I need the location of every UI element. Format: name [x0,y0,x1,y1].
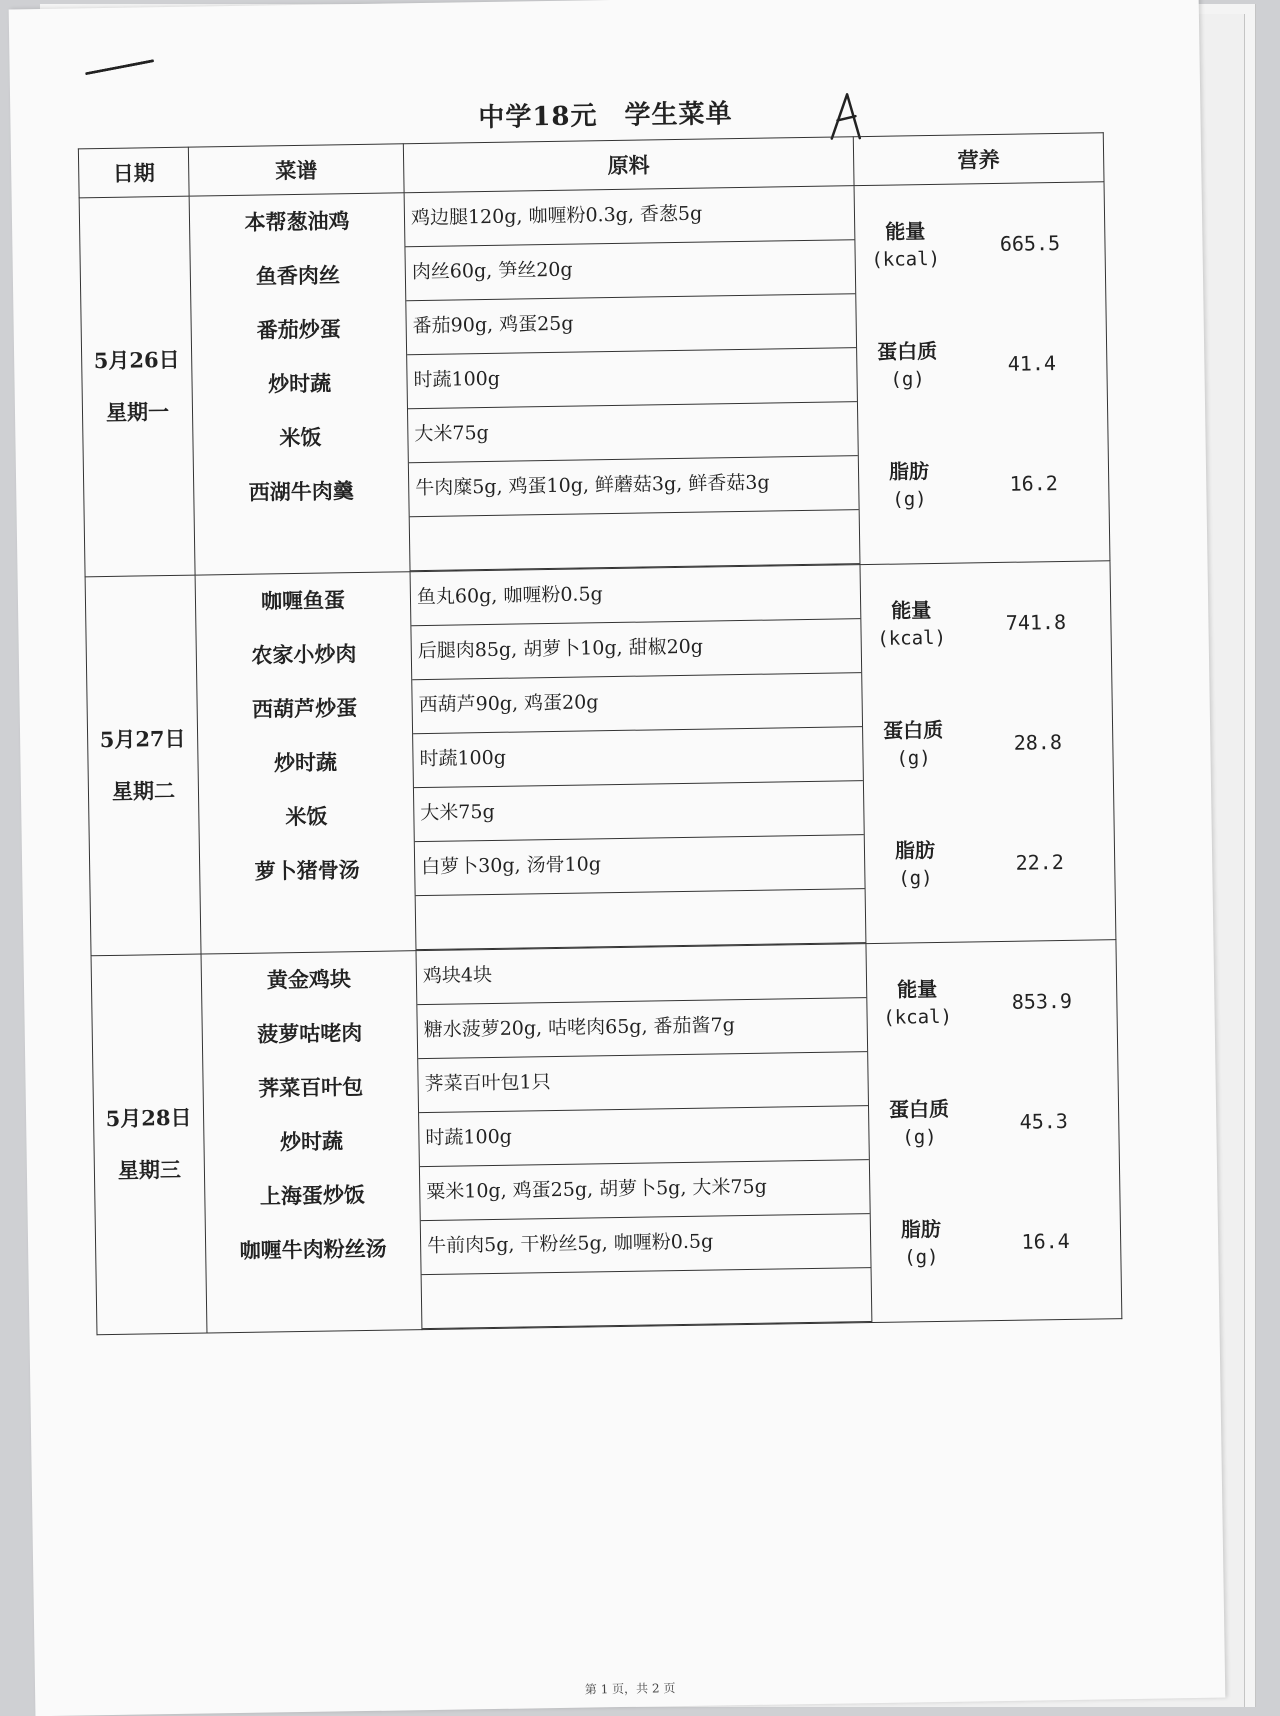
weekday-text: 星期二 [111,777,176,804]
nutrition-cell [854,182,1110,565]
date-text: 5月28日 [105,1104,192,1132]
ingredients-cell [410,565,866,951]
nutrition-label-text: 能量 [891,598,932,623]
nutrition-cell [860,561,1116,944]
date-cell [91,954,207,1335]
dish-name: 咖喱牛肉粉丝汤 [239,1235,387,1263]
ingredient-line: 牛肉糜5g, 鸡蛋10g, 鲜蘑菇3g, 鲜香菇3g [409,456,859,517]
ingredient-line [422,1268,872,1329]
nutrition-value: 16.2 [1009,471,1059,496]
dish-name: 鱼香肉丝 [255,262,341,289]
nutrition-value: 16.4 [1021,1228,1070,1254]
nutrition-unit: (kcal) [871,247,941,271]
dishes-cell [195,572,416,954]
dish-name: 农家小炒肉 [251,641,357,668]
nutrition-label-text: 蛋白质 [888,1096,950,1122]
day-row [91,940,1122,1335]
page-footer: 第 1 页，共 2 页 [584,1681,676,1697]
ingredient-line: 时蔬100g [413,727,863,788]
nutrition-value: 41.4 [1007,351,1057,376]
nutrition-label [855,217,956,275]
nutrition-item [856,302,1107,426]
nutrition-value: 853.9 [1011,988,1073,1014]
nutrition-label [863,716,964,774]
menu-table [78,132,1123,1335]
dish-name: 米饭 [285,803,328,830]
dish-name: 西葫芦炒蛋 [251,695,358,722]
nutrition-value: 22.2 [1015,849,1064,875]
weekday-text: 星期三 [117,1156,182,1183]
nutrition-item [855,182,1106,306]
nutrition-value: 28.8 [1013,729,1063,755]
nutrition-unit: (g) [898,867,933,890]
nutrition-label-text: 蛋白质 [882,717,944,743]
ingredient-line: 大米75g [408,402,858,463]
dish-name: 本帮葱油鸡 [244,208,350,235]
nutrition-item [864,801,1115,925]
weekday-text: 星期一 [105,398,170,425]
date-cell [79,196,195,577]
dish-name: 黄金鸡块 [266,966,352,993]
nutrition-label-text: 脂肪 [888,459,930,484]
nutrition-unit: (kcal) [883,1005,953,1029]
nutrition-label-text: 脂肪 [894,838,936,863]
nutrition-item [870,1180,1121,1304]
nutrition-unit: (g) [892,488,927,511]
dish-name: 炒时蔬 [273,749,338,776]
nutrition-label [871,1214,972,1272]
nutrition-unit: (g) [890,368,925,391]
ingredient-line: 鸡边腿120g, 咖喱粉0.3g, 香葱5g [405,186,855,247]
nutrition-unit: (g) [904,1246,939,1269]
ingredient-line: 肉丝60g, 笋丝20g [405,240,855,301]
nutrition-label [869,1095,970,1153]
ingredient-line: 番茄90g, 鸡蛋25g [406,294,856,355]
dish-name: 荠菜百叶包 [257,1074,364,1101]
ingredient-line: 糖水菠萝20g, 咕咾肉65g, 番茄酱7g [417,998,867,1059]
dish-name: 咖喱鱼蛋 [260,587,346,614]
dish-name: 萝卜猪骨汤 [254,857,360,884]
dishes-cell [201,951,422,1333]
ingredient-line: 时蔬100g [419,1106,869,1167]
date-cell [85,575,201,956]
nutrition-label-text: 蛋白质 [876,338,938,364]
nutrition-label [865,836,966,894]
ingredient-line: 粟米10g, 鸡蛋25g, 胡萝卜5g, 大米75g [420,1160,870,1221]
pen-stroke-mark [85,59,154,75]
nutrition-item [866,940,1117,1064]
ingredient-line: 鱼丸60g, 咖喱粉0.5g [411,565,861,626]
nutrition-unit: (kcal) [877,626,947,650]
nutrition-item [858,422,1109,546]
nutrition-label [867,975,968,1033]
header-dishes: 菜谱 [188,144,404,196]
nutrition-cell [866,940,1122,1323]
ingredient-line [416,889,866,950]
dish-name: 西湖牛肉羹 [248,478,354,505]
nutrition-item [861,561,1112,685]
dish-name: 菠萝咕咾肉 [257,1020,363,1047]
ingredient-line [410,510,860,571]
nutrition-unit: (g) [896,747,931,770]
dish-name: 番茄炒蛋 [256,316,341,343]
nutrition-item [868,1060,1119,1184]
ingredient-line: 后腿肉85g, 胡萝卜10g, 甜椒20g [411,619,861,680]
header-date: 日期 [78,147,189,198]
day-row [79,182,1110,577]
header-nutrition: 营养 [853,133,1104,186]
nutrition-unit: (g) [902,1126,937,1149]
ingredients-cell [416,944,872,1330]
nutrition-label-text: 能量 [885,219,926,244]
ingredient-line: 大米75g [414,781,864,842]
dish-name: 上海蛋炒饭 [259,1182,366,1209]
ingredient-line: 白萝卜30g, 汤骨10g [415,835,865,896]
nutrition-value: 741.8 [1005,609,1067,635]
nutrition-label [859,457,960,515]
date-text: 5月26日 [93,346,180,374]
dishes-cell [189,193,410,575]
ingredient-line: 西葫芦90g, 鸡蛋20g [412,673,862,734]
menu-sheet [9,0,1226,1716]
ingredient-line: 鸡块4块 [417,944,867,1005]
dish-name: 米饭 [279,424,322,451]
dish-name: 炒时蔬 [279,1128,344,1155]
page-title: 中学18元 学生菜单 [478,99,733,134]
nutrition-label [861,596,962,654]
header-ingredients: 原料 [403,137,854,193]
ingredients-cell [404,186,860,572]
nutrition-label [857,337,958,395]
date-text: 5月27日 [99,725,186,753]
ingredient-line: 荠菜百叶包1只 [418,1052,868,1113]
ingredient-line: 时蔬100g [407,348,857,409]
ingredient-line: 牛前肉5g, 干粉丝5g, 咖喱粉0.5g [421,1214,871,1275]
nutrition-value: 45.3 [1019,1108,1069,1134]
dish-name: 炒时蔬 [267,370,332,397]
nutrition-label-text: 脂肪 [900,1216,942,1242]
day-row [85,561,1116,956]
nutrition-label-text: 能量 [896,976,938,1002]
nutrition-item [862,681,1113,805]
nutrition-value: 665.5 [999,230,1061,256]
